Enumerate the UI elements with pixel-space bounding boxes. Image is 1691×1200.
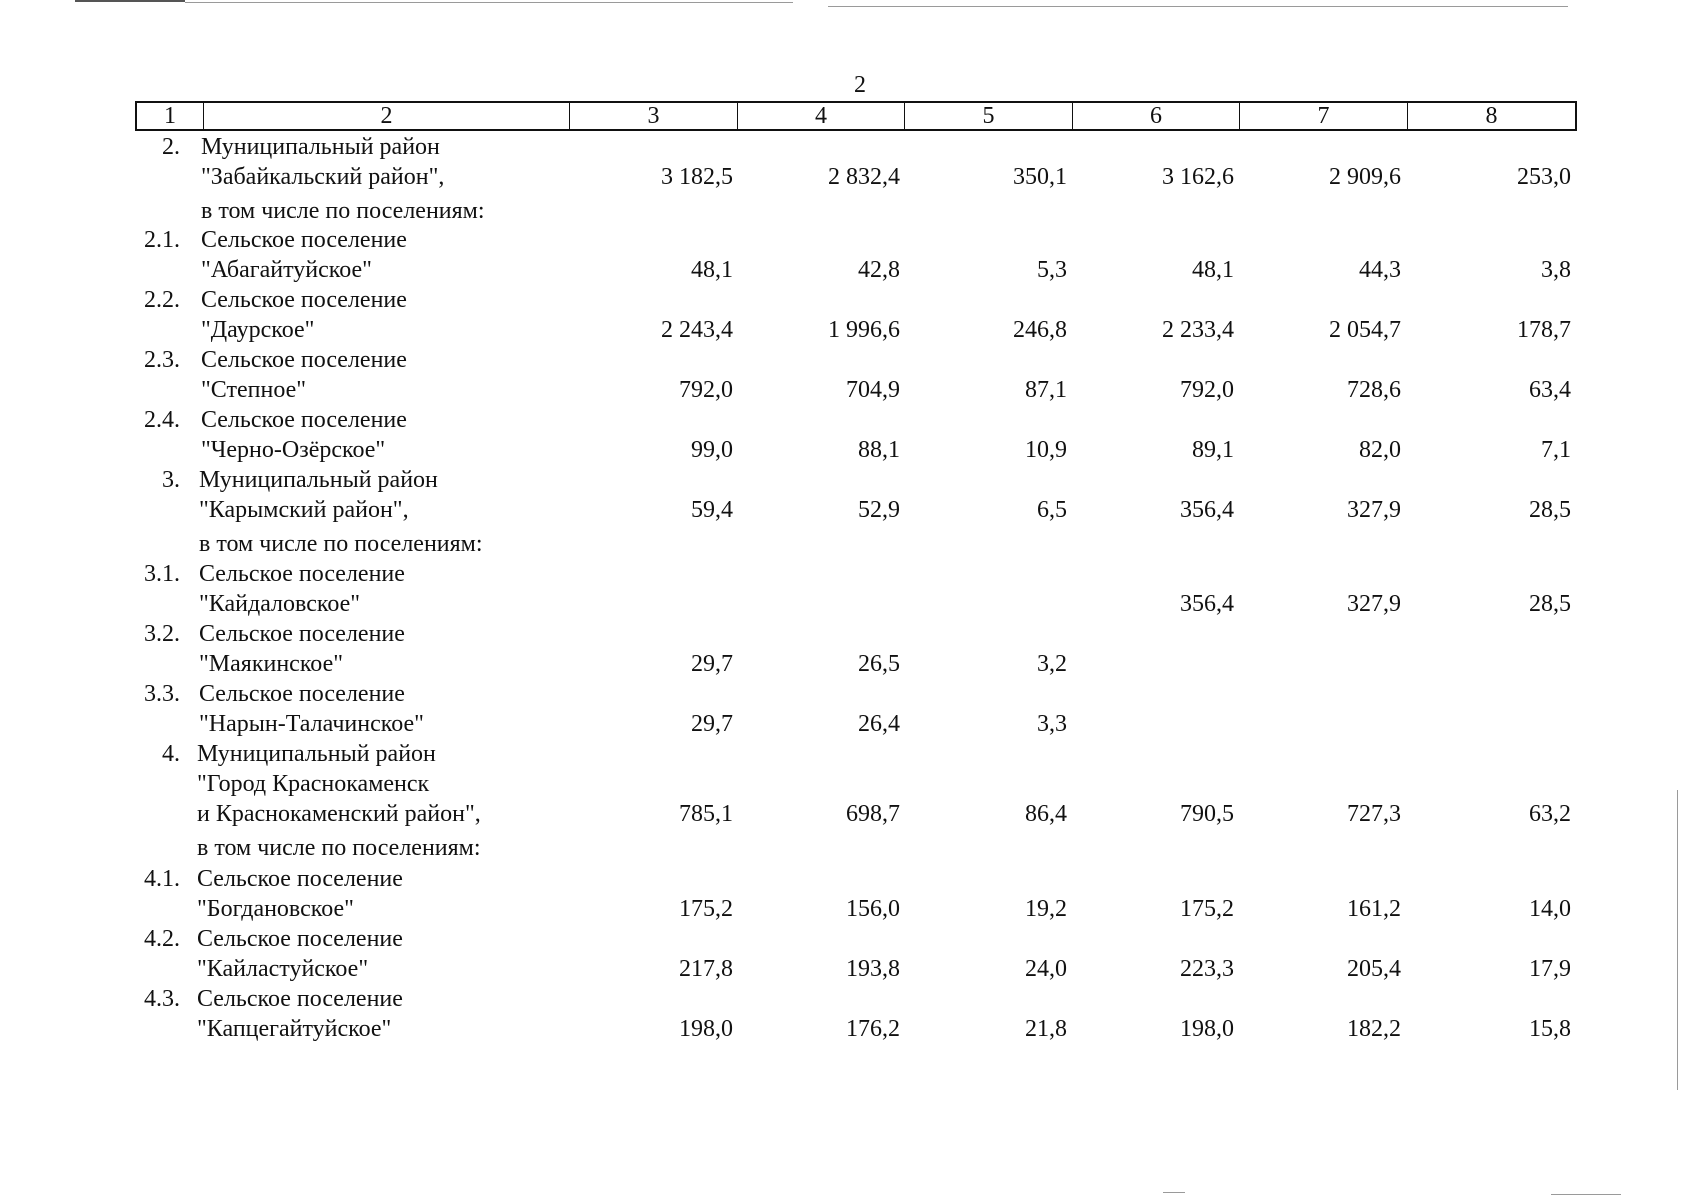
value-col-7: 327,9	[1347, 497, 1401, 523]
value-col-7: 728,6	[1347, 377, 1401, 403]
row-label-line: "Кайдаловское"	[199, 591, 361, 617]
value-col-4: 193,8	[846, 956, 900, 982]
value-col-6: 198,0	[1180, 1016, 1234, 1042]
row-number: 2.3.	[144, 347, 180, 373]
value-col-8: 253,0	[1517, 164, 1571, 190]
value-col-5: 86,4	[1025, 801, 1067, 827]
value-col-8: 178,7	[1517, 317, 1571, 343]
value-col-4: 156,0	[846, 896, 900, 922]
value-col-7: 82,0	[1359, 437, 1401, 463]
value-col-8: 15,8	[1529, 1016, 1571, 1042]
row-number: 4.3.	[144, 986, 180, 1012]
value-col-7: 2 054,7	[1329, 317, 1401, 343]
value-col-7: 182,2	[1347, 1016, 1401, 1042]
row-label-line: "Маякинское"	[199, 651, 344, 677]
value-col-5: 3,2	[1037, 651, 1067, 677]
value-col-3: 59,4	[691, 497, 733, 523]
row-number: 2.2.	[144, 287, 180, 313]
row-number: 2.	[162, 134, 180, 160]
value-col-6: 175,2	[1180, 896, 1234, 922]
value-col-8: 7,1	[1541, 437, 1571, 463]
value-col-3: 48,1	[691, 257, 733, 283]
value-col-7: 161,2	[1347, 896, 1401, 922]
value-col-4: 42,8	[858, 257, 900, 283]
row-label-line: "Абагайтуйское"	[201, 257, 372, 283]
scan-artifact-line	[828, 6, 1568, 7]
row-label-line: "Город Краснокаменск	[197, 771, 430, 797]
value-col-3: 217,8	[679, 956, 733, 982]
header-cell-5: 5	[905, 103, 1073, 129]
row-label-line: Сельское поселение	[201, 347, 407, 373]
value-col-3: 198,0	[679, 1016, 733, 1042]
row-label-line: "Черно-Озёрское"	[201, 437, 386, 463]
row-label-line: в том числе по поселениям:	[197, 835, 481, 861]
row-label-line: в том числе по поселениям:	[201, 198, 485, 224]
row-number: 3.	[162, 467, 180, 493]
row-label-line: и Краснокаменский район",	[197, 801, 481, 827]
value-col-6: 356,4	[1180, 591, 1234, 617]
header-cell-2: 2	[204, 103, 570, 129]
value-col-5: 19,2	[1025, 896, 1067, 922]
value-col-3: 29,7	[691, 651, 733, 677]
row-label-line: Сельское поселение	[197, 986, 403, 1012]
row-number: 3.2.	[144, 621, 180, 647]
row-label-line: в том числе по поселениям:	[199, 531, 483, 557]
value-col-8: 17,9	[1529, 956, 1571, 982]
value-col-5: 6,5	[1037, 497, 1067, 523]
value-col-7: 44,3	[1359, 257, 1401, 283]
value-col-8: 3,8	[1541, 257, 1571, 283]
value-col-7: 327,9	[1347, 591, 1401, 617]
value-col-4: 88,1	[858, 437, 900, 463]
row-label-line: "Степное"	[201, 377, 307, 403]
scan-artifact-line	[1551, 1194, 1621, 1195]
row-label-line: Сельское поселение	[201, 287, 407, 313]
value-col-3: 792,0	[679, 377, 733, 403]
value-col-8: 63,2	[1529, 801, 1571, 827]
row-label-line: Сельское поселение	[197, 866, 403, 892]
row-label-line: "Капцегайтуйское"	[197, 1016, 392, 1042]
value-col-3: 2 243,4	[661, 317, 733, 343]
value-col-8: 28,5	[1529, 497, 1571, 523]
value-col-4: 2 832,4	[828, 164, 900, 190]
header-cell-3: 3	[570, 103, 738, 129]
value-col-6: 3 162,6	[1162, 164, 1234, 190]
value-col-8: 28,5	[1529, 591, 1571, 617]
row-number: 4.2.	[144, 926, 180, 952]
value-col-7: 727,3	[1347, 801, 1401, 827]
row-label-line: Сельское поселение	[199, 561, 405, 587]
row-number: 2.4.	[144, 407, 180, 433]
value-col-6: 790,5	[1180, 801, 1234, 827]
row-label-line: Муниципальный район	[201, 134, 440, 160]
value-col-6: 223,3	[1180, 956, 1234, 982]
row-label-line: Сельское поселение	[197, 926, 403, 952]
value-col-3: 29,7	[691, 711, 733, 737]
row-number: 2.1.	[144, 227, 180, 253]
value-col-7: 205,4	[1347, 956, 1401, 982]
value-col-4: 26,4	[858, 711, 900, 737]
value-col-8: 63,4	[1529, 377, 1571, 403]
value-col-5: 87,1	[1025, 377, 1067, 403]
row-label-line: Сельское поселение	[199, 681, 405, 707]
row-number: 4.	[162, 741, 180, 767]
header-cell-4: 4	[738, 103, 905, 129]
value-col-5: 350,1	[1013, 164, 1067, 190]
value-col-4: 1 996,6	[828, 317, 900, 343]
value-col-4: 704,9	[846, 377, 900, 403]
row-number: 3.3.	[144, 681, 180, 707]
value-col-4: 52,9	[858, 497, 900, 523]
value-col-3: 99,0	[691, 437, 733, 463]
row-label-line: "Даурское"	[201, 317, 315, 343]
row-label-line: Муниципальный район	[197, 741, 436, 767]
value-col-8: 14,0	[1529, 896, 1571, 922]
header-cell-7: 7	[1240, 103, 1408, 129]
row-label-line: "Нарын-Талачинское"	[199, 711, 424, 737]
row-number: 4.1.	[144, 866, 180, 892]
row-label-line: Сельское поселение	[199, 621, 405, 647]
scan-artifact-line	[1163, 1192, 1185, 1193]
row-label-line: "Богдановское"	[197, 896, 354, 922]
value-col-4: 698,7	[846, 801, 900, 827]
scan-artifact-line	[185, 2, 793, 3]
value-col-4: 26,5	[858, 651, 900, 677]
row-label-line: "Карымский район",	[199, 497, 409, 523]
value-col-5: 5,3	[1037, 257, 1067, 283]
value-col-6: 89,1	[1192, 437, 1234, 463]
header-cell-8: 8	[1485, 103, 1498, 129]
header-cell-6: 6	[1073, 103, 1240, 129]
value-col-7: 2 909,6	[1329, 164, 1401, 190]
row-label-line: Муниципальный район	[199, 467, 438, 493]
value-col-5: 3,3	[1037, 711, 1067, 737]
value-col-5: 246,8	[1013, 317, 1067, 343]
scan-artifact-line	[75, 0, 185, 2]
value-col-6: 2 233,4	[1162, 317, 1234, 343]
value-col-5: 24,0	[1025, 956, 1067, 982]
value-col-6: 792,0	[1180, 377, 1234, 403]
scan-artifact-line	[1677, 790, 1678, 1090]
row-label-line: "Кайластуйское"	[197, 956, 369, 982]
row-label-line: Сельское поселение	[201, 227, 407, 253]
table-header-row	[135, 101, 1577, 131]
header-cell-1: 1	[137, 103, 204, 129]
row-number: 3.1.	[144, 561, 180, 587]
value-col-6: 48,1	[1192, 257, 1234, 283]
value-col-3: 3 182,5	[661, 164, 733, 190]
page-number: 2	[854, 72, 866, 98]
value-col-3: 175,2	[679, 896, 733, 922]
value-col-5: 10,9	[1025, 437, 1067, 463]
row-label-line: Сельское поселение	[201, 407, 407, 433]
value-col-5: 21,8	[1025, 1016, 1067, 1042]
row-label-line: "Забайкальский район",	[201, 164, 445, 190]
value-col-3: 785,1	[679, 801, 733, 827]
value-col-6: 356,4	[1180, 497, 1234, 523]
value-col-4: 176,2	[846, 1016, 900, 1042]
